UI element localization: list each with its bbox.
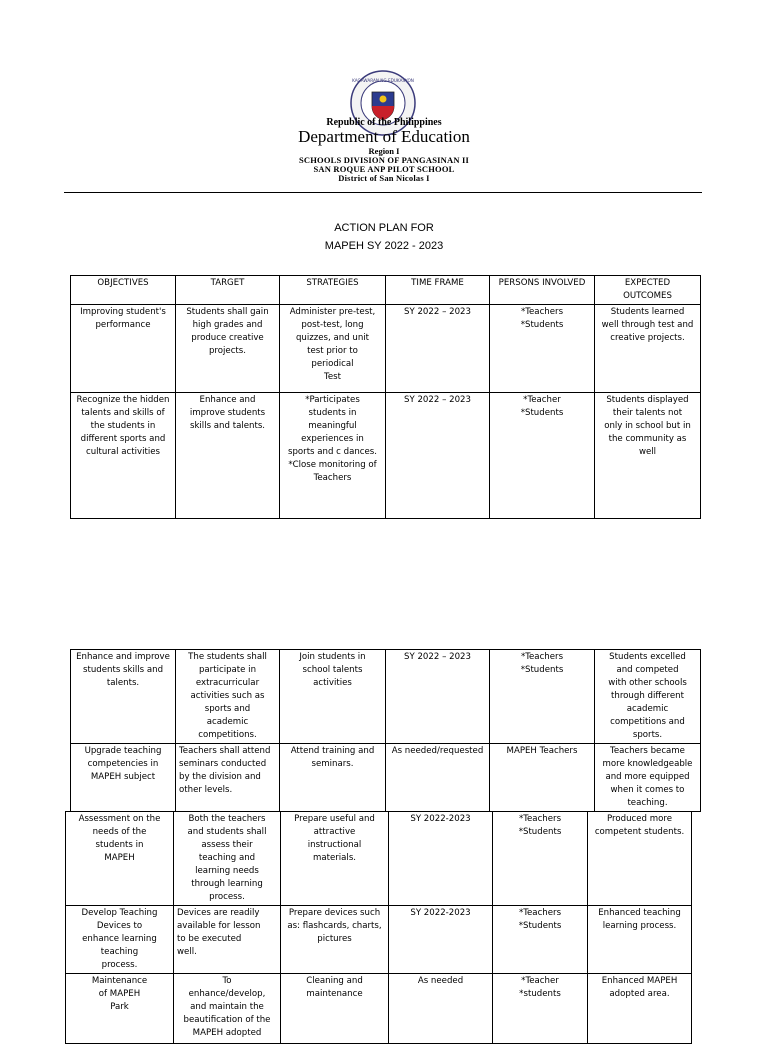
cell-time-frame: SY 2022 – 2023 <box>386 650 490 744</box>
table-header-row <box>71 276 701 305</box>
cell-strategies: *Participates students in meaningful experiences in sports and c dances. *Close monitoring of Teachers <box>280 393 386 519</box>
document-title-line2: MAPEH SY 2022 - 2023 <box>324 240 444 252</box>
cell-target: Both the teachers and students shall assess their teaching and learning needs through learning process. <box>174 812 281 906</box>
action-plan-table-part2 <box>70 649 701 812</box>
district-heading: District of San Nicolas I <box>338 173 430 183</box>
cell-objective: Develop Teaching Devices to enhance learning teaching process. <box>66 906 174 974</box>
cell-objective: Upgrade teaching competencies in MAPEH subject <box>71 744 176 812</box>
cell-target: The students shall participate in extracurricular activities such as sports and academic competitions. <box>176 650 280 744</box>
cell-strategies: Cleaning and maintenance <box>281 974 389 1044</box>
cell-persons: *Teachers *Students <box>493 906 588 974</box>
cell-objective: Recognize the hidden talents and skills of the students in different sports and cultural activities <box>71 393 176 519</box>
cell-outcomes: Students displayed their talents not only in school but in the community as well <box>595 393 701 519</box>
department-heading: Department of Education <box>298 127 470 146</box>
cell-strategies: Administer pre-test, post-test, long quizzes, and unit test prior to periodical Test <box>280 305 386 393</box>
action-plan-table-part1 <box>70 275 701 519</box>
school-heading: SAN ROQUE ANP PILOT SCHOOL <box>313 164 455 174</box>
table-row <box>66 906 692 974</box>
cell-strategies: Prepare useful and attractive instructional materials. <box>281 812 389 906</box>
table-row <box>66 812 692 906</box>
col-header-time-frame: TIME FRAME <box>386 276 490 305</box>
cell-time-frame: SY 2022 – 2023 <box>386 305 490 393</box>
cell-time-frame: As needed/requested <box>386 744 490 812</box>
col-header-persons-involved: PERSONS INVOLVED <box>490 276 595 305</box>
col-header-objectives: OBJECTIVES <box>71 276 176 305</box>
republic-heading: Republic of the Philippines <box>326 117 442 128</box>
cell-outcomes: Teachers became more knowledgeable and more equipped when it comes to teaching. <box>595 744 701 812</box>
table-row <box>66 974 692 1044</box>
cell-outcomes: Students excelled and competed with other schools through different academic competitions and sports. <box>595 650 701 744</box>
document-title-line1: ACTION PLAN FOR <box>334 222 434 234</box>
col-header-expected-outcomes: EXPECTED OUTCOMES <box>595 276 701 305</box>
cell-target: Teachers shall attend seminars conducted by the division and other levels. <box>176 744 280 812</box>
cell-outcomes: Enhanced teaching learning process. <box>588 906 692 974</box>
cell-time-frame: SY 2022-2023 <box>389 812 493 906</box>
cell-target: Students shall gain high grades and produce creative projects. <box>176 305 280 393</box>
region-heading: Region I <box>368 146 400 156</box>
cell-objective: Enhance and improve students skills and talents. <box>71 650 176 744</box>
col-header-strategies: STRATEGIES <box>280 276 386 305</box>
table-row <box>71 393 701 519</box>
cell-objective: Maintenance of MAPEH Park <box>66 974 174 1044</box>
cell-persons: *Teachers *Students <box>493 812 588 906</box>
cell-outcomes: Produced more competent students. <box>588 812 692 906</box>
cell-strategies: Prepare devices such as: flashcards, charts, pictures <box>281 906 389 974</box>
table-row <box>71 744 701 812</box>
cell-strategies: Attend training and seminars. <box>280 744 386 812</box>
cell-persons: *Teacher *students <box>493 974 588 1044</box>
cell-target: Enhance and improve students skills and talents. <box>176 393 280 519</box>
cell-outcomes: Students learned well through test and creative projects. <box>595 305 701 393</box>
cell-time-frame: SY 2022 – 2023 <box>386 393 490 519</box>
table-row <box>71 305 701 393</box>
division-heading: SCHOOLS DIVISION OF PANGASINAN II <box>298 155 470 165</box>
svg-text:KAGAWARAN NG EDUKASYON: KAGAWARAN NG EDUKASYON <box>352 78 414 83</box>
cell-target: Devices are readily available for lesson to be executed well. <box>174 906 281 974</box>
cell-objective: Assessment on the needs of the students in MAPEH <box>66 812 174 906</box>
cell-strategies: Join students in school talents activities <box>280 650 386 744</box>
action-plan-table-part3 <box>65 811 692 1044</box>
cell-time-frame: SY 2022-2023 <box>389 906 493 974</box>
table-row <box>71 650 701 744</box>
col-header-target: TARGET <box>176 276 280 305</box>
header-divider <box>64 192 702 193</box>
cell-persons: *Teachers *Students <box>490 650 595 744</box>
cell-time-frame: As needed <box>389 974 493 1044</box>
cell-persons: *Teacher *Students <box>490 393 595 519</box>
cell-persons: *Teachers *Students <box>490 305 595 393</box>
cell-objective: Improving student's performance <box>71 305 176 393</box>
cell-persons: MAPEH Teachers <box>490 744 595 812</box>
cell-outcomes: Enhanced MAPEH adopted area. <box>588 974 692 1044</box>
cell-target: To enhance/develop, and maintain the beautification of the MAPEH adopted <box>174 974 281 1044</box>
